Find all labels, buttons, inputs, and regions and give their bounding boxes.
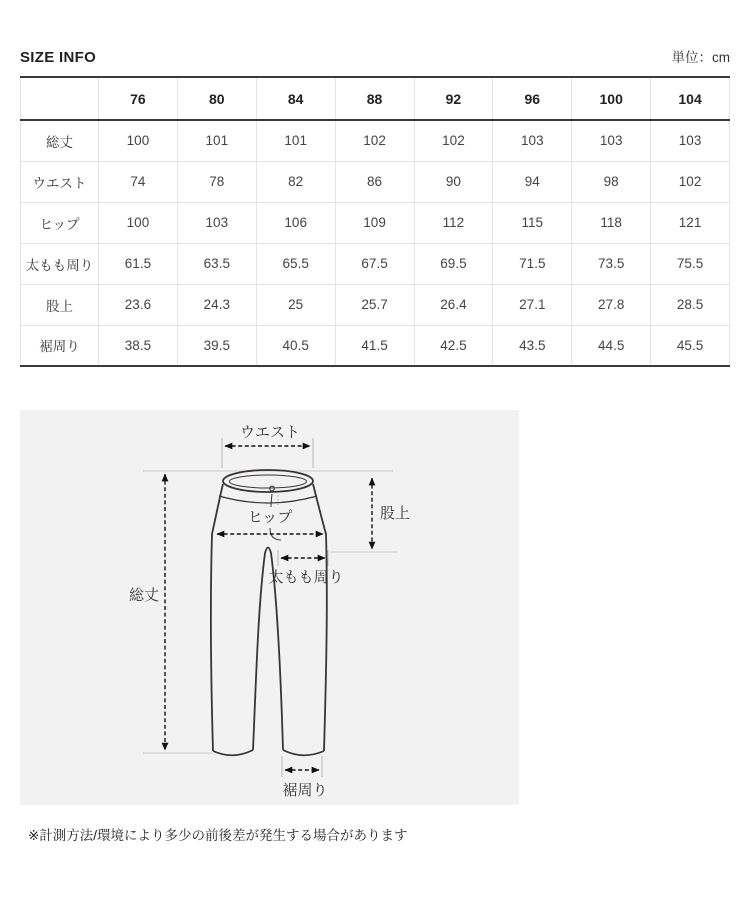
size-cell: 100 (99, 120, 178, 161)
measurement-arrows (165, 446, 372, 770)
waistband-seam (219, 496, 317, 503)
waist-opening-inner (230, 475, 307, 488)
right-outer-edge (313, 484, 327, 751)
size-cell: 44.5 (572, 325, 651, 366)
waist-button (270, 486, 275, 491)
size-cell: 42.5 (414, 325, 493, 366)
size-table-header-row (21, 77, 730, 120)
size-cell: 103 (572, 120, 651, 161)
pants-measurement-diagram (20, 410, 519, 805)
size-cell: 86 (335, 161, 414, 202)
hem-label: 裾周り (282, 782, 328, 799)
size-cell: 69.5 (414, 243, 493, 284)
size-table-row (21, 161, 730, 202)
rise-label: 股上 (380, 505, 411, 522)
size-cell: 75.5 (651, 243, 730, 284)
waist-label: ウエスト (239, 424, 301, 441)
size-cell: 112 (414, 202, 493, 243)
size-cell: 39.5 (177, 325, 256, 366)
size-info-title: SIZE INFO (20, 49, 97, 66)
size-column-header: 76 (99, 77, 178, 120)
size-table-row (21, 202, 730, 243)
left-outer-edge (211, 484, 223, 751)
size-cell: 24.3 (177, 284, 256, 325)
size-row-label: 裾周り (21, 325, 99, 366)
size-column-header: 84 (256, 77, 335, 120)
size-cell: 106 (256, 202, 335, 243)
size-cell: 102 (414, 120, 493, 161)
size-column-header: 104 (651, 77, 730, 120)
size-table-body (21, 120, 730, 366)
size-table (20, 76, 730, 367)
size-column-header: 100 (572, 77, 651, 120)
size-cell: 101 (177, 120, 256, 161)
size-table-head (21, 77, 730, 120)
size-cell: 71.5 (493, 243, 572, 284)
size-cell: 67.5 (335, 243, 414, 284)
size-cell: 63.5 (177, 243, 256, 284)
size-cell: 23.6 (99, 284, 178, 325)
size-cell: 98 (572, 161, 651, 202)
size-row-label: ウエスト (21, 161, 99, 202)
size-table-row (21, 243, 730, 284)
size-table-row (21, 325, 730, 366)
hip-label: ヒップ (247, 509, 293, 526)
size-cell: 27.1 (493, 284, 572, 325)
size-cell: 27.8 (572, 284, 651, 325)
length-label: 総丈 (128, 587, 160, 604)
size-row-label: 股上 (21, 284, 99, 325)
size-cell: 41.5 (335, 325, 414, 366)
size-cell: 102 (335, 120, 414, 161)
size-cell: 118 (572, 202, 651, 243)
size-cell: 61.5 (99, 243, 178, 284)
right-hem-curve (283, 750, 324, 755)
size-cell: 103 (177, 202, 256, 243)
size-cell: 90 (414, 161, 493, 202)
size-table-row (21, 120, 730, 161)
size-table-wrapper (20, 76, 730, 367)
size-table-row (21, 284, 730, 325)
size-column-header: 80 (177, 77, 256, 120)
size-cell: 45.5 (651, 325, 730, 366)
size-cell: 100 (99, 202, 178, 243)
size-cell: 65.5 (256, 243, 335, 284)
size-cell: 94 (493, 161, 572, 202)
size-column-header: 92 (414, 77, 493, 120)
fly-line-upper (271, 494, 272, 507)
size-cell: 121 (651, 202, 730, 243)
size-cell: 74 (99, 161, 178, 202)
size-cell: 78 (177, 161, 256, 202)
size-cell: 73.5 (572, 243, 651, 284)
size-cell: 40.5 (256, 325, 335, 366)
size-cell: 101 (256, 120, 335, 161)
size-cell: 109 (335, 202, 414, 243)
size-cell: 26.4 (414, 284, 493, 325)
section-header (20, 46, 730, 66)
measurement-disclaimer: ※計測方法/環境により多少の前後差が発生する場合があります (28, 828, 408, 843)
size-cell: 103 (651, 120, 730, 161)
size-cell: 82 (256, 161, 335, 202)
size-cell: 38.5 (99, 325, 178, 366)
unit-label: 単位：cm (671, 50, 730, 65)
size-row-label: ヒップ (21, 202, 99, 243)
size-table-corner-cell (21, 77, 99, 120)
size-row-label: 総丈 (21, 120, 99, 161)
size-column-header: 88 (335, 77, 414, 120)
size-cell: 102 (651, 161, 730, 202)
size-cell: 103 (493, 120, 572, 161)
size-cell: 25.7 (335, 284, 414, 325)
size-cell: 25 (256, 284, 335, 325)
size-cell: 28.5 (651, 284, 730, 325)
size-cell: 115 (493, 202, 572, 243)
waist-opening-outer (223, 470, 313, 492)
thigh-label: 太もも周り (268, 569, 344, 586)
pants-diagram-box (20, 410, 519, 805)
size-cell: 43.5 (493, 325, 572, 366)
size-column-header: 96 (493, 77, 572, 120)
size-row-label: 太もも周り (21, 243, 99, 284)
left-hem-curve (213, 750, 253, 755)
